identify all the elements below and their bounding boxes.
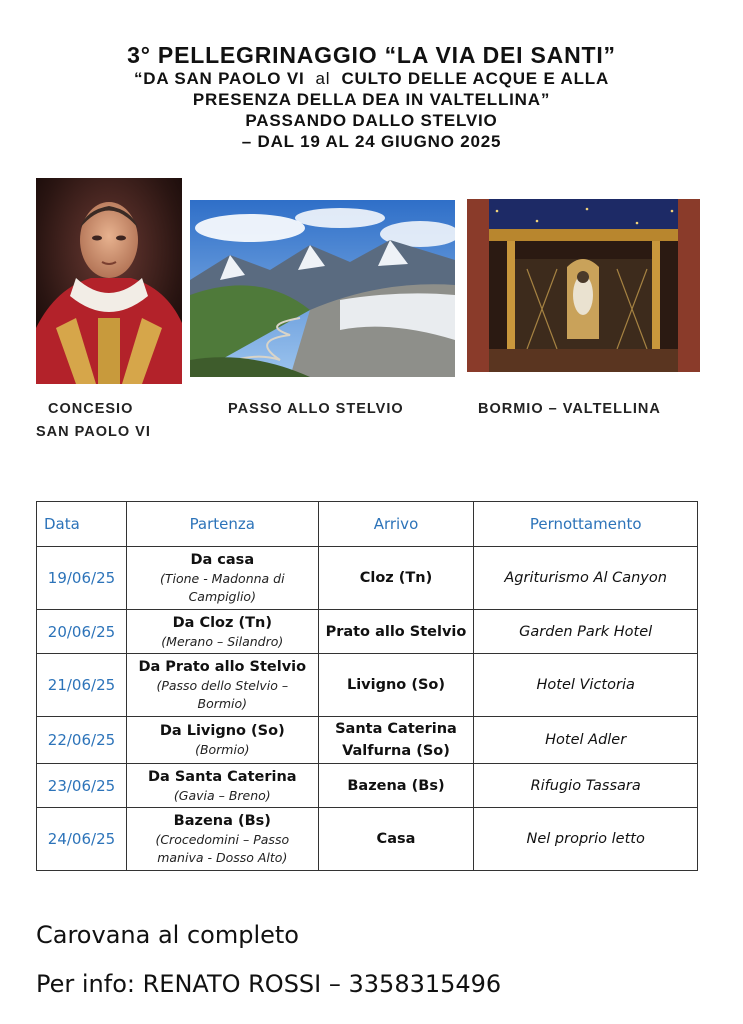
row-arrival: Prato allo Stelvio bbox=[318, 610, 474, 654]
table-row bbox=[37, 717, 698, 764]
caption-concesio-line-2: SAN PAOLO VI bbox=[36, 424, 151, 440]
footer-contact: Per info: RENATO ROSSI – 3358315496 bbox=[36, 970, 502, 998]
schedule-table bbox=[36, 501, 698, 871]
row-stay: Agriturismo Al Canyon bbox=[474, 547, 698, 610]
header-arrival: Arrivo bbox=[318, 502, 474, 547]
departure-route: (Tione - Madonna di Campiglio) bbox=[159, 571, 285, 604]
departure-place: Da Cloz (Tn) bbox=[172, 614, 272, 631]
footer-status: Carovana al completo bbox=[36, 921, 299, 949]
san-paolo-vi-portrait-image bbox=[36, 178, 182, 384]
departure-place: Da Santa Caterina bbox=[147, 768, 297, 785]
row-stay: Hotel Victoria bbox=[474, 654, 698, 717]
row-arrival: Santa Caterina Valfurna (So) bbox=[318, 717, 474, 764]
departure-place: Bazena (Bs) bbox=[173, 813, 271, 829]
row-departure bbox=[126, 654, 318, 717]
row-stay: Hotel Adler bbox=[474, 717, 698, 764]
subtitle-part-a: “DA SAN PAOLO VI bbox=[133, 69, 305, 88]
subtitle-connector: al bbox=[315, 69, 331, 88]
departure-place: Da casa bbox=[190, 552, 255, 568]
table-row bbox=[37, 610, 698, 654]
row-arrival: Livigno (So) bbox=[318, 654, 474, 717]
row-date: 23/06/25 bbox=[37, 764, 127, 808]
stelvio-pass-image bbox=[190, 200, 455, 377]
departure-place: Da Prato allo Stelvio bbox=[138, 659, 307, 675]
header-date: Data bbox=[37, 502, 127, 547]
departure-route: (Merano – Silandro) bbox=[161, 633, 284, 649]
caption-bormio: BORMIO – VALTELLINA bbox=[478, 401, 661, 417]
row-departure bbox=[126, 717, 318, 764]
header-stay: Pernottamento bbox=[474, 502, 698, 547]
row-arrival: Cloz (Tn) bbox=[318, 547, 474, 610]
row-date: 19/06/25 bbox=[37, 547, 127, 610]
row-date: 22/06/25 bbox=[37, 717, 127, 764]
title-block bbox=[0, 42, 743, 152]
row-stay: Rifugio Tassara bbox=[474, 764, 698, 808]
caption-concesio-line-1: CONCESIO bbox=[48, 401, 134, 417]
departure-place: Da Livigno (So) bbox=[159, 723, 285, 739]
row-date: 24/06/25 bbox=[37, 808, 127, 871]
row-departure bbox=[126, 610, 318, 654]
departure-route: (Bormio) bbox=[195, 742, 250, 757]
row-stay: Garden Park Hotel bbox=[474, 610, 698, 654]
page-title: 3° PELLEGRINAGGIO “LA VIA DEI SANTI” bbox=[127, 42, 616, 68]
row-arrival: Bazena (Bs) bbox=[318, 764, 474, 808]
departure-route: (Gavia – Breno) bbox=[173, 787, 271, 803]
table-row bbox=[37, 547, 698, 610]
row-date: 20/06/25 bbox=[37, 610, 127, 654]
row-date: 21/06/25 bbox=[37, 654, 127, 717]
caption-concesio bbox=[36, 398, 206, 444]
caption-stelvio: PASSO ALLO STELVIO bbox=[228, 401, 404, 417]
subtitle-line-3: PRESENZA DELLA DEA IN VALTELLINA” bbox=[192, 90, 551, 109]
row-departure bbox=[126, 764, 318, 808]
row-departure bbox=[126, 547, 318, 610]
table-header-row bbox=[37, 502, 698, 547]
table-row bbox=[37, 764, 698, 808]
table-row bbox=[37, 808, 698, 871]
departure-route: (Passo dello Stelvio – Bormio) bbox=[156, 678, 289, 711]
row-arrival: Casa bbox=[318, 808, 474, 871]
bormio-shrine-image bbox=[467, 199, 700, 372]
subtitle-part-b: CULTO DELLE ACQUE E ALLA bbox=[341, 69, 610, 88]
table-row bbox=[37, 654, 698, 717]
row-departure bbox=[126, 808, 318, 871]
subtitle-line-5: – DAL 19 AL 24 GIUGNO 2025 bbox=[241, 132, 502, 151]
subtitle-line-4: PASSANDO DALLO STELVIO bbox=[245, 111, 498, 130]
departure-route: (Crocedomini – Passo maniva - Dosso Alto) bbox=[155, 832, 290, 865]
header-departure: Partenza bbox=[126, 502, 318, 547]
row-stay: Nel proprio letto bbox=[474, 808, 698, 871]
subtitle-line-2 bbox=[0, 68, 743, 89]
